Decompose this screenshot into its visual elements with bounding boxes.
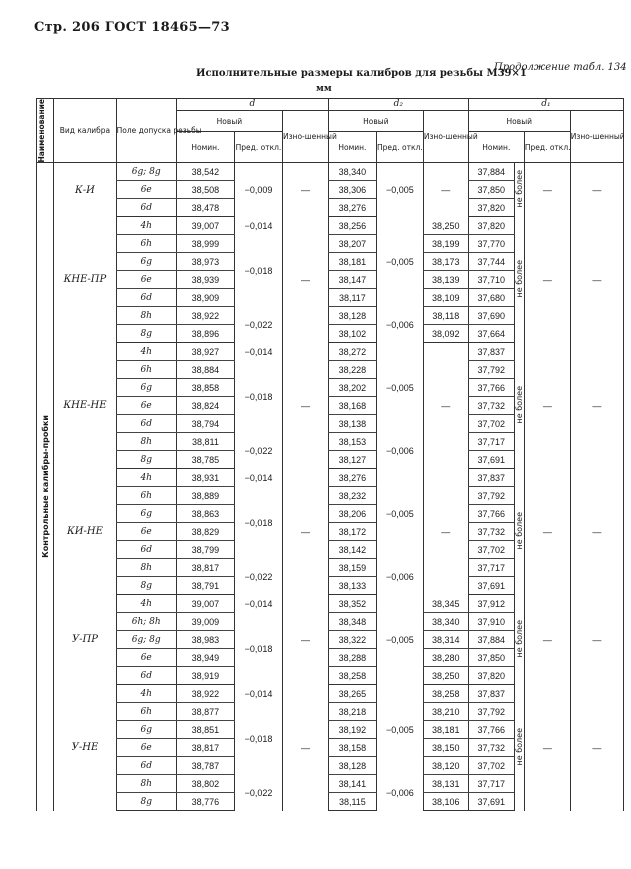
group-label: Контрольные калибры-пробки — [40, 414, 50, 558]
d2-worn-cell: 38,120 — [423, 757, 468, 775]
note-text: не более — [514, 386, 524, 424]
note-text: не более — [514, 170, 524, 208]
d2-nominal-cell: 38,306 — [328, 181, 376, 199]
table-row — [37, 595, 624, 613]
d-nominal-cell: 38,478 — [176, 199, 234, 217]
tolerance-cell: 6g; 8g — [116, 163, 176, 181]
note-cell — [514, 163, 524, 217]
d1-deviation-cell: — — [524, 217, 570, 343]
d-deviation-cell: −0,022 — [235, 307, 283, 343]
note-text: не более — [514, 620, 524, 658]
tolerance-cell: 6h — [116, 487, 176, 505]
tolerance-cell: 6g — [116, 253, 176, 271]
d1-worn-header: Изно-шенный — [570, 111, 623, 163]
group-label-cell — [37, 163, 54, 811]
d1-dev-header: Пред. откл. — [524, 132, 570, 163]
d2-worn-cell: 38,314 — [423, 631, 468, 649]
d-nominal-cell: 38,909 — [176, 289, 234, 307]
d1-nominal-cell: 37,792 — [468, 487, 514, 505]
d-deviation-cell: −0,014 — [235, 685, 283, 703]
d1-nominal-cell: 37,884 — [468, 163, 514, 181]
d-deviation-cell: −0,018 — [235, 613, 283, 685]
d1-nominal-cell: 37,732 — [468, 397, 514, 415]
d-nominal-cell: 38,922 — [176, 685, 234, 703]
note-text: не более — [514, 728, 524, 766]
d2-deviation-cell: −0,005 — [376, 217, 423, 307]
tolerance-cell: 4h — [116, 217, 176, 235]
d2-nominal-cell: 38,352 — [328, 595, 376, 613]
d2-worn-cell: 38,181 — [423, 721, 468, 739]
d-deviation-cell: −0,018 — [235, 487, 283, 559]
tolerance-cell: 6h — [116, 235, 176, 253]
d-nominal-cell: 38,802 — [176, 775, 234, 793]
tolerance-cell: 8h — [116, 559, 176, 577]
d1-nominal-cell: 37,744 — [468, 253, 514, 271]
calibre-kind: КНЕ-НЕ — [54, 343, 116, 469]
d-deviation-cell: −0,022 — [235, 559, 283, 595]
d-nominal-cell: 38,999 — [176, 235, 234, 253]
calibre-table — [36, 98, 624, 811]
table-row — [37, 685, 624, 703]
d-nominal-cell: 38,794 — [176, 415, 234, 433]
d1-nominal-cell: 37,766 — [468, 505, 514, 523]
d-worn-cell: — — [282, 595, 328, 685]
tolerance-cell: 6d — [116, 667, 176, 685]
d2-deviation-cell: −0,006 — [376, 559, 423, 595]
d1-nominal-cell: 37,710 — [468, 271, 514, 289]
tolerance-cell: 6d — [116, 541, 176, 559]
d-dev-header: Пред. откл. — [235, 132, 283, 163]
d-nominal-cell: 38,949 — [176, 649, 234, 667]
d-deviation-cell: −0,014 — [235, 217, 283, 235]
d2-nominal-cell: 38,276 — [328, 199, 376, 217]
d-deviation-cell: −0,018 — [235, 361, 283, 433]
tolerance-cell: 6g — [116, 721, 176, 739]
tolerance-cell: 4h — [116, 685, 176, 703]
d1-nominal-cell: 37,732 — [468, 523, 514, 541]
d2-new-header: Новый — [328, 111, 423, 132]
d1-deviation-cell: — — [524, 343, 570, 469]
d1-nominal-cell: 37,766 — [468, 379, 514, 397]
d2-deviation-cell: −0,005 — [376, 595, 423, 685]
d-nominal-cell: 38,863 — [176, 505, 234, 523]
d2-worn-cell: 38,106 — [423, 793, 468, 811]
d2-deviation-cell: −0,006 — [376, 307, 423, 343]
tolerance-cell: 8h — [116, 433, 176, 451]
d-new-header: Новый — [176, 111, 282, 132]
d2-worn-cell: 38,139 — [423, 271, 468, 289]
d-nominal-cell: 38,799 — [176, 541, 234, 559]
d2-nominal-cell: 38,276 — [328, 469, 376, 487]
d2-worn-cell: 38,109 — [423, 289, 468, 307]
d-nominal-cell: 38,817 — [176, 739, 234, 757]
d2-nominal-cell: 38,172 — [328, 523, 376, 541]
tolerance-cell: 6e — [116, 739, 176, 757]
d1-nominal-cell: 37,850 — [468, 181, 514, 199]
continuation-label: Продолжение табл. 134 — [494, 62, 627, 73]
d-nominal-cell: 38,931 — [176, 469, 234, 487]
d1-worn-cell: — — [570, 163, 623, 217]
d1-deviation-cell: — — [524, 163, 570, 217]
d1-nominal-cell: 37,691 — [468, 577, 514, 595]
tolerance-cell: 6g — [116, 505, 176, 523]
d-deviation-cell: −0,018 — [235, 703, 283, 775]
d2-worn-cell: 38,345 — [423, 595, 468, 613]
unit-label: мм — [316, 84, 332, 94]
d2-nominal-cell: 38,168 — [328, 397, 376, 415]
tolerance-cell: 8h — [116, 307, 176, 325]
d2-nominal-cell: 38,232 — [328, 487, 376, 505]
d-nominal-cell: 38,858 — [176, 379, 234, 397]
d2-worn-cell: — — [423, 163, 468, 217]
d2-worn-cell: 38,258 — [423, 685, 468, 703]
d-nominal-cell: 38,973 — [176, 253, 234, 271]
d2-worn-cell: 38,199 — [423, 235, 468, 253]
d2-dev-header: Пред. откл. — [376, 132, 423, 163]
d2-deviation-cell: −0,005 — [376, 685, 423, 775]
d-worn-cell: — — [282, 163, 328, 217]
d2-nominal-cell: 38,340 — [328, 163, 376, 181]
d-nominal-cell: 38,829 — [176, 523, 234, 541]
d2-deviation-cell: −0,006 — [376, 433, 423, 469]
d2-nominal-cell: 38,147 — [328, 271, 376, 289]
d2-nominal-cell: 38,158 — [328, 739, 376, 757]
d2-worn-cell: 38,173 — [423, 253, 468, 271]
d-nominal-cell: 38,877 — [176, 703, 234, 721]
note-cell — [514, 217, 524, 343]
calibre-kind: К-И — [54, 163, 116, 217]
d2-nominal-cell: 38,138 — [328, 415, 376, 433]
d-nominal-cell: 38,817 — [176, 559, 234, 577]
calibre-kind: КИ-НЕ — [54, 469, 116, 595]
table-row — [37, 217, 624, 235]
calibre-kind: У-НЕ — [54, 685, 116, 811]
d-nominal-cell: 38,787 — [176, 757, 234, 775]
d1-nominal-cell: 37,717 — [468, 775, 514, 793]
d-nominal-cell: 38,896 — [176, 325, 234, 343]
d2-nominal-cell: 38,322 — [328, 631, 376, 649]
d1-new-header: Новый — [468, 111, 570, 132]
table-row — [37, 163, 624, 181]
d-nominal-cell: 38,811 — [176, 433, 234, 451]
d-header: d — [176, 99, 328, 111]
d2-worn-cell: 38,250 — [423, 217, 468, 235]
d-nominal-cell: 38,922 — [176, 307, 234, 325]
d-nominal-cell: 39,007 — [176, 217, 234, 235]
d-nominal-cell: 38,776 — [176, 793, 234, 811]
d2-nominal-cell: 38,272 — [328, 343, 376, 361]
d1-header: d₁ — [468, 99, 623, 111]
d1-deviation-cell: — — [524, 595, 570, 685]
name-column-header: Наименование — [37, 99, 54, 163]
d-worn-cell: — — [282, 217, 328, 343]
table-body — [37, 163, 624, 811]
d2-nominal-cell: 38,192 — [328, 721, 376, 739]
d2-nominal-cell: 38,258 — [328, 667, 376, 685]
d-nominal-cell: 38,791 — [176, 577, 234, 595]
tolerance-cell: 6d — [116, 199, 176, 217]
d1-nominal-cell: 37,837 — [468, 685, 514, 703]
d1-nominal-cell: 37,910 — [468, 613, 514, 631]
note-cell — [514, 685, 524, 811]
d1-nominal-cell: 37,717 — [468, 433, 514, 451]
d-nominal-cell: 38,851 — [176, 721, 234, 739]
tolerance-column-header: Поле допуска резьбы — [116, 99, 176, 163]
tolerance-cell: 6g — [116, 379, 176, 397]
d-nominal-header: Номин. — [176, 132, 234, 163]
d2-nominal-cell: 38,128 — [328, 757, 376, 775]
d2-nominal-cell: 38,102 — [328, 325, 376, 343]
d1-worn-cell: — — [570, 217, 623, 343]
d2-worn-cell: 38,118 — [423, 307, 468, 325]
d1-nominal-cell: 37,884 — [468, 631, 514, 649]
d2-worn-cell: 38,210 — [423, 703, 468, 721]
d2-worn-header: Изно-шенный — [423, 111, 468, 163]
tolerance-cell: 6d — [116, 415, 176, 433]
d-worn-cell: — — [282, 685, 328, 811]
tolerance-cell: 6h — [116, 361, 176, 379]
d1-nominal-cell: 37,837 — [468, 469, 514, 487]
d1-nominal-cell: 37,837 — [468, 343, 514, 361]
d1-deviation-cell: — — [524, 685, 570, 811]
tolerance-cell: 4h — [116, 469, 176, 487]
d2-worn-cell: 38,092 — [423, 325, 468, 343]
d-nominal-cell: 38,919 — [176, 667, 234, 685]
d2-nominal-cell: 38,142 — [328, 541, 376, 559]
note-cell — [514, 469, 524, 595]
d-deviation-cell: −0,014 — [235, 469, 283, 487]
d-nominal-cell: 38,983 — [176, 631, 234, 649]
d-nominal-cell: 38,508 — [176, 181, 234, 199]
d2-nominal-cell: 38,218 — [328, 703, 376, 721]
d1-nominal-cell: 37,717 — [468, 559, 514, 577]
d1-worn-cell: — — [570, 685, 623, 811]
tolerance-cell: 8h — [116, 775, 176, 793]
d-nominal-cell: 38,889 — [176, 487, 234, 505]
d1-worn-cell: — — [570, 469, 623, 595]
tolerance-cell: 6e — [116, 271, 176, 289]
d2-nominal-cell: 38,265 — [328, 685, 376, 703]
d2-worn-cell: — — [423, 469, 468, 595]
d1-nominal-cell: 37,691 — [468, 451, 514, 469]
d2-nominal-cell: 38,117 — [328, 289, 376, 307]
d1-nominal-header: Номин. — [468, 132, 524, 163]
d1-nominal-cell: 37,792 — [468, 361, 514, 379]
d1-nominal-cell: 37,850 — [468, 649, 514, 667]
tolerance-cell: 6e — [116, 523, 176, 541]
d1-nominal-cell: 37,820 — [468, 667, 514, 685]
d-nominal-cell: 38,939 — [176, 271, 234, 289]
d2-header: d₂ — [328, 99, 468, 111]
d2-nominal-cell: 38,181 — [328, 253, 376, 271]
d2-nominal-cell: 38,228 — [328, 361, 376, 379]
d1-nominal-cell: 37,766 — [468, 721, 514, 739]
tolerance-cell: 6h; 8h — [116, 613, 176, 631]
d1-worn-cell: — — [570, 595, 623, 685]
d-deviation-cell: −0,022 — [235, 775, 283, 811]
kind-column-header: Вид калибра — [54, 99, 116, 163]
d2-deviation-cell: −0,005 — [376, 343, 423, 433]
note-cell — [514, 343, 524, 469]
tolerance-cell: 4h — [116, 343, 176, 361]
d1-nominal-cell: 37,732 — [468, 739, 514, 757]
table-title: Исполнительные размеры калибров для резьбы М39×1 — [196, 68, 527, 79]
page-reference: Стр. 206 ГОСТ 18465—73 — [34, 20, 230, 35]
d2-deviation-cell: −0,005 — [376, 469, 423, 559]
d1-deviation-cell: — — [524, 469, 570, 595]
d-nominal-cell: 38,884 — [176, 361, 234, 379]
tolerance-cell: 6e — [116, 181, 176, 199]
d1-nominal-cell: 37,702 — [468, 757, 514, 775]
d2-nominal-cell: 38,207 — [328, 235, 376, 253]
tolerance-cell: 4h — [116, 595, 176, 613]
d2-nominal-cell: 38,115 — [328, 793, 376, 811]
tolerance-cell: 6e — [116, 397, 176, 415]
d2-worn-cell: 38,150 — [423, 739, 468, 757]
d2-nominal-cell: 38,128 — [328, 307, 376, 325]
tolerance-cell: 6d — [116, 289, 176, 307]
d-deviation-cell: −0,009 — [235, 163, 283, 217]
d-nominal-cell: 38,927 — [176, 343, 234, 361]
d2-worn-cell: 38,250 — [423, 667, 468, 685]
d2-nominal-header: Номин. — [328, 132, 376, 163]
tolerance-cell: 8g — [116, 325, 176, 343]
d-deviation-cell: −0,022 — [235, 433, 283, 469]
d-nominal-cell: 38,824 — [176, 397, 234, 415]
tolerance-cell: 8g — [116, 451, 176, 469]
note-text: не более — [514, 260, 524, 298]
d-deviation-cell: −0,014 — [235, 343, 283, 361]
d2-nominal-cell: 38,206 — [328, 505, 376, 523]
d1-nominal-cell: 37,691 — [468, 793, 514, 811]
d2-nominal-cell: 38,127 — [328, 451, 376, 469]
d2-worn-cell: 38,340 — [423, 613, 468, 631]
d1-nominal-cell: 37,820 — [468, 199, 514, 217]
d2-nominal-cell: 38,153 — [328, 433, 376, 451]
d2-worn-cell: — — [423, 343, 468, 469]
d1-worn-cell: — — [570, 343, 623, 469]
d1-nominal-cell: 37,664 — [468, 325, 514, 343]
tolerance-cell: 6d — [116, 757, 176, 775]
tolerance-cell: 8g — [116, 793, 176, 811]
d-worn-cell: — — [282, 343, 328, 469]
d1-nominal-cell: 37,680 — [468, 289, 514, 307]
d-worn-cell: — — [282, 469, 328, 595]
table-row — [37, 343, 624, 361]
d-deviation-cell: −0,018 — [235, 235, 283, 307]
d2-nominal-cell: 38,133 — [328, 577, 376, 595]
tolerance-cell: 6g; 8g — [116, 631, 176, 649]
d-nominal-cell: 39,009 — [176, 613, 234, 631]
tolerance-cell: 6h — [116, 703, 176, 721]
d2-worn-cell: 38,131 — [423, 775, 468, 793]
d-worn-header: Изно-шенный — [282, 111, 328, 163]
table-row — [37, 469, 624, 487]
d2-deviation-cell: −0,006 — [376, 775, 423, 811]
d1-nominal-cell: 37,690 — [468, 307, 514, 325]
d2-nominal-cell: 38,159 — [328, 559, 376, 577]
d2-nominal-cell: 38,256 — [328, 217, 376, 235]
note-text: не более — [514, 512, 524, 550]
note-cell — [514, 595, 524, 685]
d2-deviation-cell: −0,005 — [376, 163, 423, 217]
calibre-kind: У-ПР — [54, 595, 116, 685]
d2-nominal-cell: 38,141 — [328, 775, 376, 793]
d1-nominal-cell: 37,702 — [468, 541, 514, 559]
d1-nominal-cell: 37,912 — [468, 595, 514, 613]
d1-nominal-cell: 37,792 — [468, 703, 514, 721]
tolerance-cell: 6e — [116, 649, 176, 667]
d2-nominal-cell: 38,202 — [328, 379, 376, 397]
d-nominal-cell: 38,542 — [176, 163, 234, 181]
d2-nominal-cell: 38,348 — [328, 613, 376, 631]
d-nominal-cell: 39,007 — [176, 595, 234, 613]
tolerance-cell: 8g — [116, 577, 176, 595]
d1-nominal-cell: 37,820 — [468, 217, 514, 235]
d-deviation-cell: −0,014 — [235, 595, 283, 613]
d1-nominal-cell: 37,702 — [468, 415, 514, 433]
calibre-kind: КНЕ-ПР — [54, 217, 116, 343]
d2-worn-cell: 38,280 — [423, 649, 468, 667]
d-nominal-cell: 38,785 — [176, 451, 234, 469]
d2-nominal-cell: 38,288 — [328, 649, 376, 667]
d1-nominal-cell: 37,770 — [468, 235, 514, 253]
